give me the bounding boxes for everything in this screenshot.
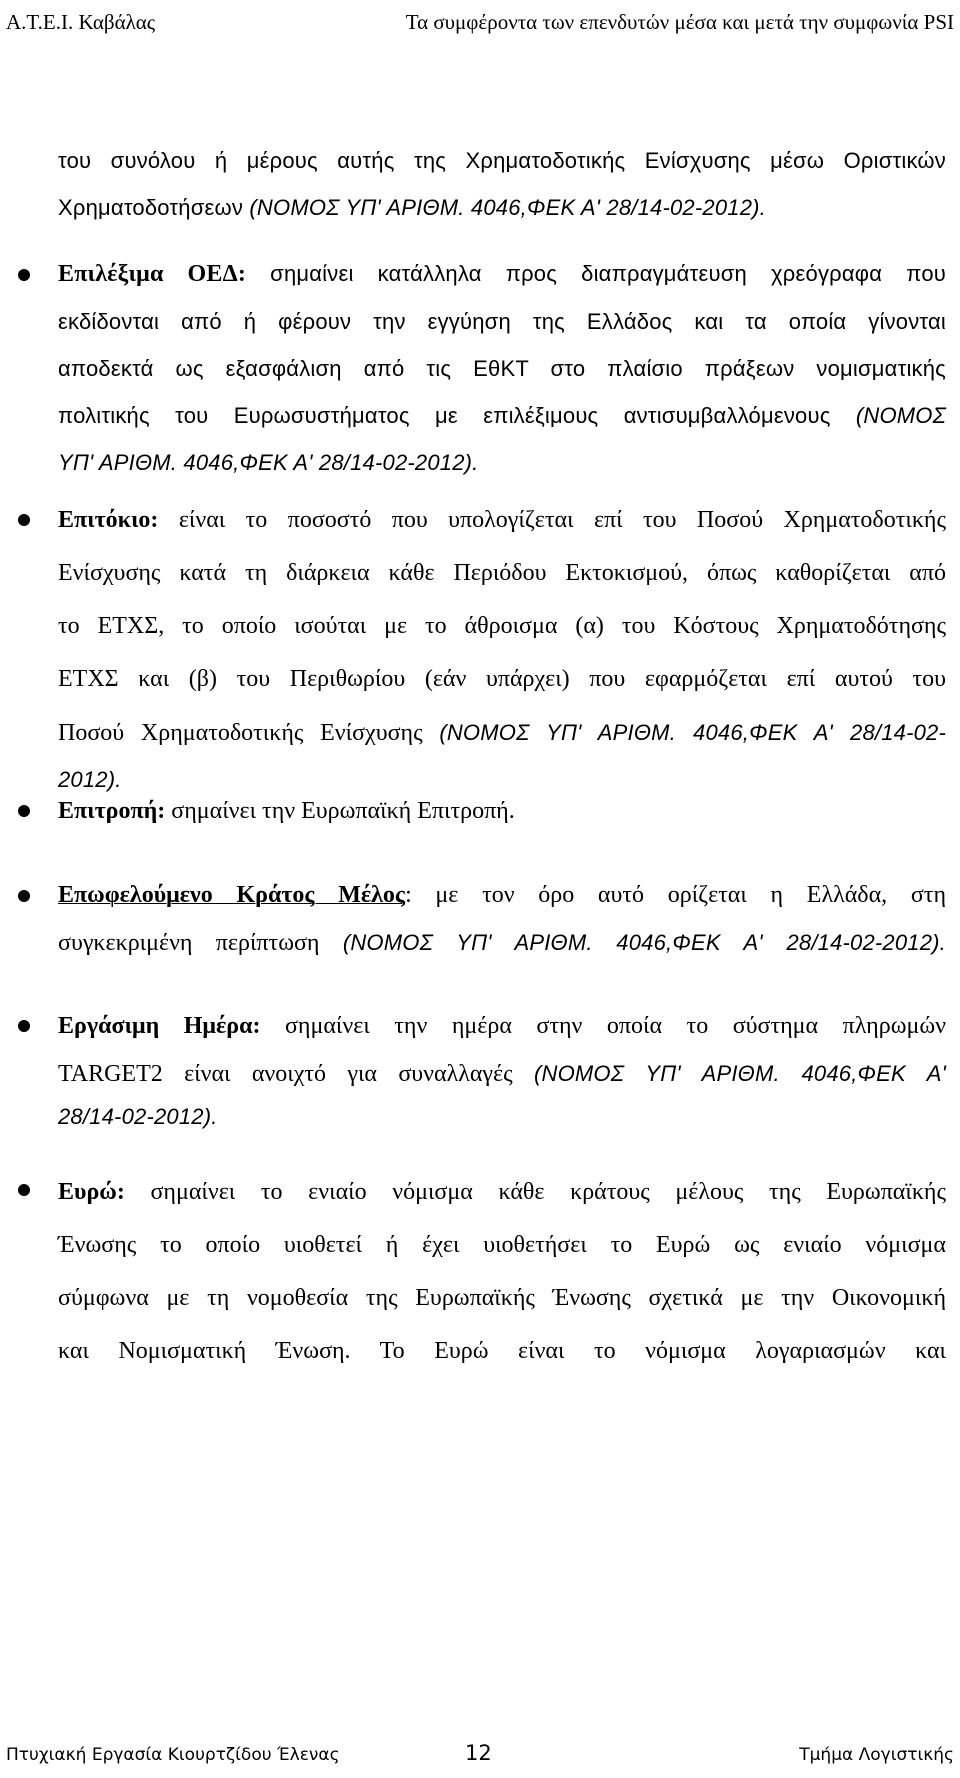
text-line: σύμφωνα με τη νομοθεσία της Ευρωπαϊκής Ένωσης σχετικά με την Οικονομική bbox=[58, 1285, 946, 1311]
text-line: και Νομισματική Ένωση. Το Ευρώ είναι το νόμισμα λογαριασμών και bbox=[58, 1338, 946, 1364]
text-line: Ενίσχυσης κατά τη διάρκεια κάθε Περιόδου Εκτοκισμού, όπως καθορίζεται από bbox=[58, 560, 946, 586]
text-line: το ΕΤΧΣ, το οποίο ισούται με το άθροισμα (α) του Κόστους Χρηματοδότησης bbox=[58, 613, 946, 639]
definition-item bbox=[58, 872, 946, 967]
bullet-icon bbox=[18, 805, 30, 817]
definition-term: Επιτροπή: bbox=[58, 798, 166, 824]
text-line: Ποσού Χρηματοδοτικής Ενίσχυσης (ΝΟΜΟΣ ΥΠ' ΑΡΙΘΜ. 4046,ΦΕΚ Α' 28/14-02- bbox=[58, 720, 946, 746]
text-line: Ένωσης το οποίο υιοθετεί ή έχει υιοθετήσει το Ευρώ ως ενιαίο νόμισμα bbox=[58, 1232, 946, 1258]
text-line: πολιτικής του Ευρωσυστήματος με επιλέξιμους αντισυμβαλλόμενους (ΝΟΜΟΣ bbox=[58, 403, 946, 428]
text-line: του συνόλου ή μέρους αυτής της Χρηματοδοτικής Ενίσχυσης μέσω Οριστικών bbox=[58, 148, 946, 173]
law-reference: (ΝΟΜΟΣ ΥΠ' ΑΡΙΘΜ. 4046,ΦΕΚ Α' bbox=[533, 1061, 946, 1086]
definition-term: Εργάσιμη Ημέρα: bbox=[58, 1013, 261, 1039]
text-line: Εργάσιμη Ημέρα: σημαίνει την ημέρα στην οποία το σύστημα πληρωμών bbox=[58, 1013, 947, 1039]
text-line: Επωφελούμενο Κράτος Μέλος: με τον όρο αυτό ορίζεται η Ελλάδα, στη bbox=[58, 882, 946, 908]
definition-item bbox=[58, 1166, 946, 1378]
bullet-icon bbox=[18, 890, 30, 902]
page-number: 12 bbox=[465, 1741, 492, 1765]
text-line: εκδίδονται από ή φέρουν την εγγύηση της Ελλάδος και τα οποία γίνονται bbox=[58, 309, 946, 334]
law-reference: 2012). bbox=[58, 767, 122, 792]
bullet-icon bbox=[18, 1184, 30, 1196]
text-line: Επιτόκιο: είναι το ποσοστό που υπολογίζεται επί του Ποσού Χρηματοδοτικής bbox=[58, 507, 946, 533]
definition-term: Ευρώ: bbox=[58, 1179, 125, 1205]
definition-term: Επιλέξιμα ΟΕΔ: bbox=[58, 261, 247, 287]
text-line: συγκεκριμένη περίπτωση (ΝΟΜΟΣ ΥΠ' ΑΡΙΘΜ. 4046,ΦΕΚ Α' 28/14-02-2012). bbox=[58, 930, 946, 956]
law-reference: (ΝΟΜΟΣ ΥΠ' ΑΡΙΘΜ. 4046,ΦΕΚ Α' 28/14-02- bbox=[439, 720, 946, 745]
bullet-icon bbox=[18, 514, 30, 526]
text-line: Επιτροπή: σημαίνει την Ευρωπαϊκή Επιτροπή. bbox=[58, 798, 515, 824]
text-line: Ευρώ: σημαίνει το ενιαίο νόμισμα κάθε κράτους μέλους της Ευρωπαϊκής bbox=[58, 1179, 946, 1205]
text-line: TARGET2 είναι ανοιχτό για συναλλαγές (ΝΟΜΟΣ ΥΠ' ΑΡΙΘΜ. 4046,ΦΕΚ Α' bbox=[58, 1061, 946, 1087]
page-footer bbox=[0, 1741, 960, 1773]
definition-term: Επωφελούμενο Κράτος Μέλος bbox=[58, 882, 406, 908]
text-line: αποδεκτά ως εξασφάλιση από τις ΕθΚΤ στο πλαίσιο πράξεων νομισματικής bbox=[58, 356, 946, 381]
footer-author: Πτυχιακή Εργασία Κιουρτζίδου Έλενας bbox=[6, 1745, 340, 1765]
definition-item bbox=[58, 250, 946, 486]
text-line: Χρηματοδοτήσεων (ΝΟΜΟΣ ΥΠ' ΑΡΙΘΜ. 4046,ΦΕΚ Α' 28/14-02-2012). bbox=[58, 195, 766, 220]
header-title: Τα συμφέροντα των επενδυτών μέσα και μετά την συμφωνία PSI bbox=[405, 10, 954, 34]
definition-term: Επιτόκιο: bbox=[58, 507, 159, 533]
definition-item bbox=[58, 1003, 946, 1136]
text-line: Επιλέξιμα ΟΕΔ: σημαίνει κατάλληλα προς διαπραγμάτευση χρεόγραφα που bbox=[58, 261, 946, 287]
definition-item bbox=[58, 788, 946, 835]
definition-item bbox=[58, 494, 946, 800]
page-header bbox=[0, 10, 960, 38]
law-reference: 28/14-02-2012). bbox=[58, 1104, 218, 1129]
law-reference: (ΝΟΜΟΣ bbox=[855, 403, 946, 428]
law-reference: (ΝΟΜΟΣ ΥΠ' ΑΡΙΘΜ. 4046,ΦΕΚ Α' 28/14-02-2012). bbox=[249, 195, 766, 220]
footer-department: Τμήμα Λογιστικής bbox=[799, 1745, 954, 1765]
bullet-icon bbox=[18, 1020, 30, 1032]
header-institution: Α.Τ.Ε.Ι. Καβάλας bbox=[6, 10, 156, 34]
bullet-icon bbox=[18, 269, 30, 281]
text-line: ΕΤΧΣ και (β) του Περιθωρίου (εάν υπάρχει) που εφαρμόζεται επί αυτού του bbox=[58, 666, 946, 692]
law-reference: ΥΠ' ΑΡΙΘΜ. 4046,ΦΕΚ Α' 28/14-02-2012). bbox=[58, 450, 479, 475]
law-reference: (ΝΟΜΟΣ ΥΠ' ΑΡΙΘΜ. 4046,ΦΕΚ Α' 28/14-02-2012). bbox=[342, 930, 946, 955]
intro-paragraph bbox=[58, 137, 946, 231]
